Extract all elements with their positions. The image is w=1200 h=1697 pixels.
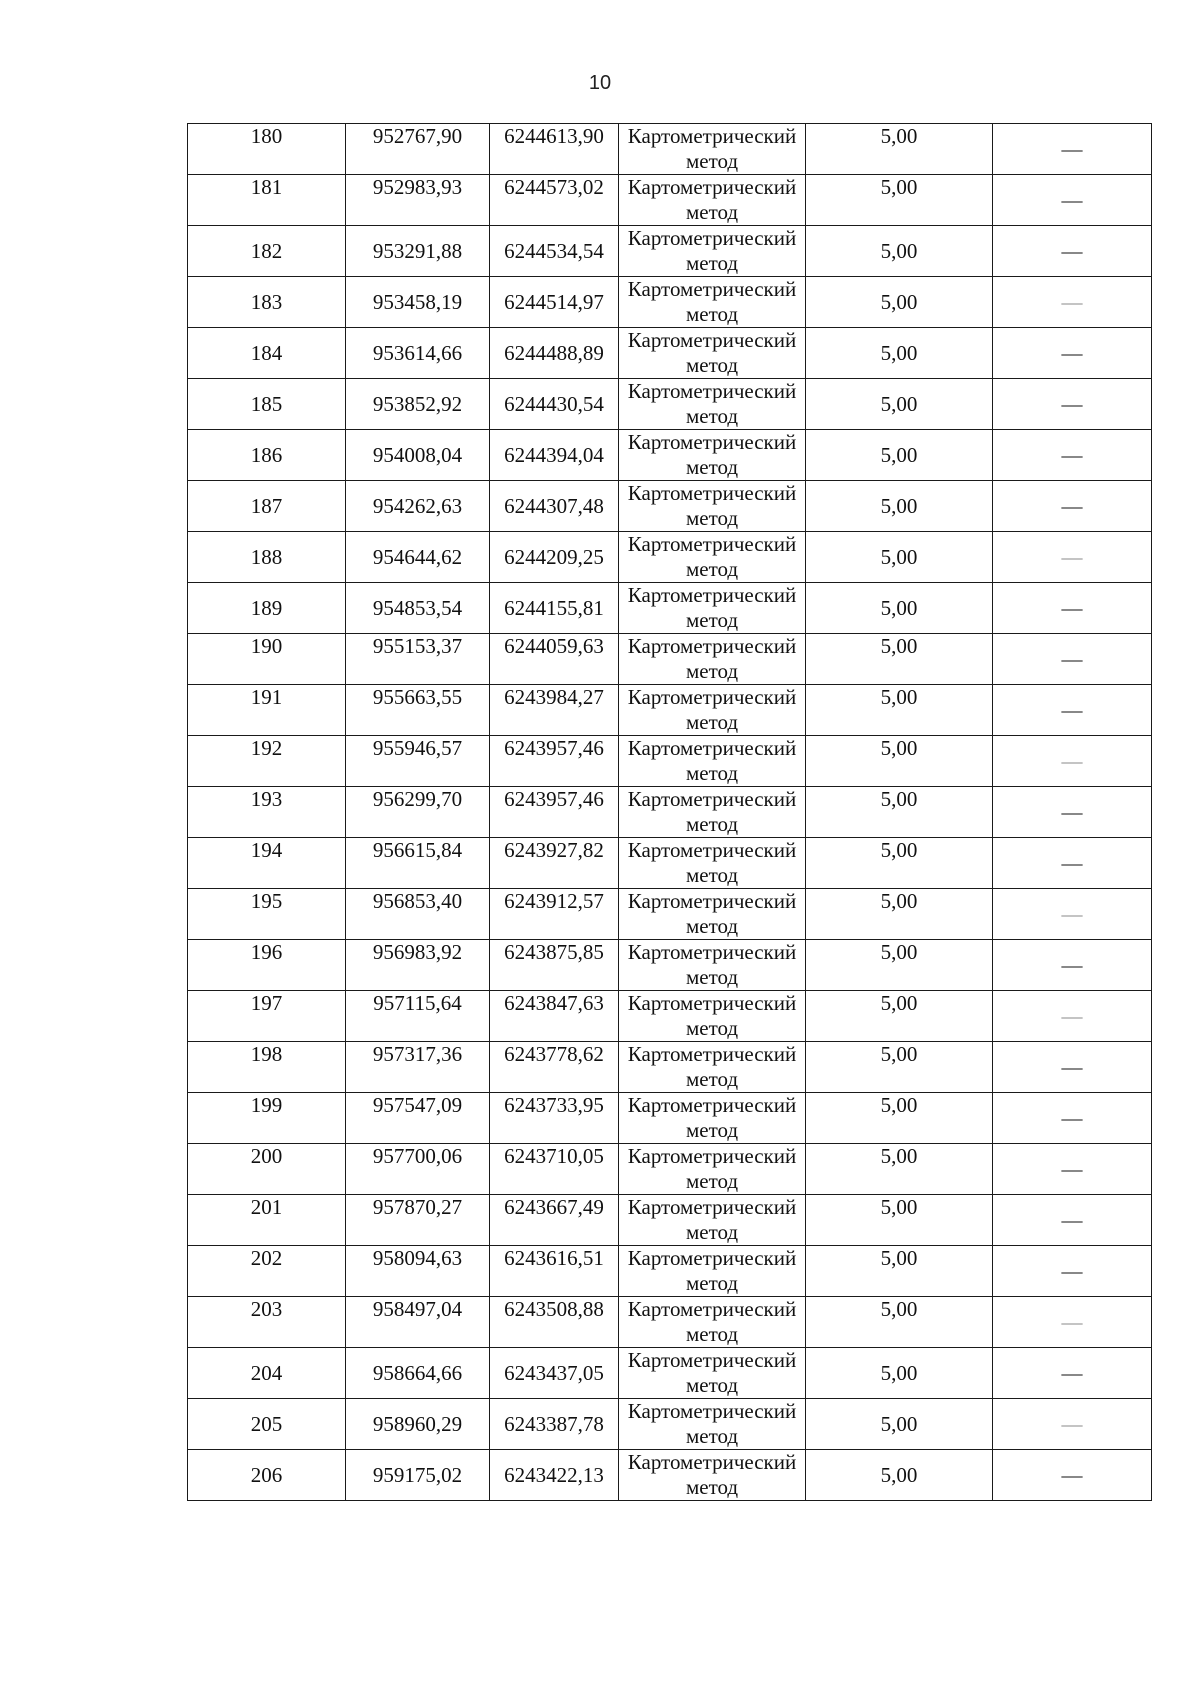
- accuracy-cell: 5,00: [806, 1195, 993, 1246]
- method-line-1: Картометрический: [627, 583, 797, 607]
- point-number-cell: 188: [188, 532, 346, 583]
- y-coordinate-cell: 6244514,97: [490, 277, 619, 328]
- method-cell: [619, 124, 806, 175]
- method-cell: [619, 1042, 806, 1093]
- method-cell: [619, 1297, 806, 1348]
- method-cell: [619, 685, 806, 736]
- method-line-1: Картометрический: [627, 1195, 797, 1219]
- accuracy-cell: 5,00: [806, 226, 993, 277]
- dash-value: —: [1061, 187, 1083, 212]
- accuracy-cell: 5,00: [806, 532, 993, 583]
- method-cell: [619, 1093, 806, 1144]
- description-cell: [993, 175, 1152, 226]
- description-cell: [993, 1348, 1152, 1399]
- method-line-1: Картометрический: [627, 1042, 797, 1066]
- method-line-2: метод: [685, 251, 739, 275]
- table-row: [188, 634, 1152, 685]
- method-line-1: Картометрический: [627, 1348, 797, 1372]
- x-coordinate-cell: 956983,92: [346, 940, 490, 991]
- accuracy-cell: 5,00: [806, 481, 993, 532]
- table-row: [188, 685, 1152, 736]
- table-row: [188, 736, 1152, 787]
- method-line-1: Картометрический: [627, 1246, 797, 1270]
- method-cell: [619, 634, 806, 685]
- method-line-1: Картометрический: [627, 277, 797, 301]
- dash-value: —: [1061, 1156, 1083, 1181]
- description-cell: [993, 1399, 1152, 1450]
- method-line-2: метод: [685, 1118, 739, 1142]
- description-cell: [993, 226, 1152, 277]
- table-row: [188, 1297, 1152, 1348]
- y-coordinate-cell: 6244059,63: [490, 634, 619, 685]
- dash-value: —: [1061, 850, 1083, 875]
- method-line-2: метод: [685, 455, 739, 479]
- description-cell: [993, 634, 1152, 685]
- y-coordinate-cell: 6244534,54: [490, 226, 619, 277]
- method-line-1: Картометрический: [627, 1144, 797, 1168]
- accuracy-cell: 5,00: [806, 1042, 993, 1093]
- accuracy-cell: 5,00: [806, 175, 993, 226]
- table-row: [188, 1195, 1152, 1246]
- table-row: [188, 226, 1152, 277]
- y-coordinate-cell: 6244155,81: [490, 583, 619, 634]
- x-coordinate-cell: 954008,04: [346, 430, 490, 481]
- x-coordinate-cell: 956853,40: [346, 889, 490, 940]
- table-row: [188, 940, 1152, 991]
- x-coordinate-cell: 954644,62: [346, 532, 490, 583]
- method-line-1: Картометрический: [627, 175, 797, 199]
- dash-value: —: [1061, 340, 1083, 365]
- method-line-2: метод: [685, 1220, 739, 1244]
- point-number-cell: 181: [188, 175, 346, 226]
- y-coordinate-cell: 6243667,49: [490, 1195, 619, 1246]
- dash-value: —: [1061, 1054, 1083, 1079]
- accuracy-cell: 5,00: [806, 736, 993, 787]
- y-coordinate-cell: 6243927,82: [490, 838, 619, 889]
- coordinates-table: [187, 123, 1152, 1501]
- method-line-1: Картометрический: [627, 685, 797, 709]
- method-line-1: Картометрический: [627, 1297, 797, 1321]
- method-cell: [619, 277, 806, 328]
- method-line-2: метод: [685, 404, 739, 428]
- point-number-cell: 194: [188, 838, 346, 889]
- method-cell: [619, 787, 806, 838]
- description-cell: [993, 1297, 1152, 1348]
- accuracy-cell: 5,00: [806, 277, 993, 328]
- method-line-2: метод: [685, 506, 739, 530]
- accuracy-cell: 5,00: [806, 1348, 993, 1399]
- x-coordinate-cell: 953291,88: [346, 226, 490, 277]
- y-coordinate-cell: 6243437,05: [490, 1348, 619, 1399]
- method-cell: [619, 583, 806, 634]
- description-cell: [993, 379, 1152, 430]
- y-coordinate-cell: 6243984,27: [490, 685, 619, 736]
- x-coordinate-cell: 957317,36: [346, 1042, 490, 1093]
- accuracy-cell: 5,00: [806, 1399, 993, 1450]
- method-line-2: метод: [685, 353, 739, 377]
- x-coordinate-cell: 957547,09: [346, 1093, 490, 1144]
- point-number-cell: 185: [188, 379, 346, 430]
- method-line-1: Картометрический: [627, 226, 797, 250]
- point-number-cell: 183: [188, 277, 346, 328]
- x-coordinate-cell: 959175,02: [346, 1450, 490, 1501]
- point-number-cell: 206: [188, 1450, 346, 1501]
- dash-value: —: [1061, 901, 1083, 926]
- method-line-2: метод: [685, 761, 739, 785]
- x-coordinate-cell: 952983,93: [346, 175, 490, 226]
- method-line-2: метод: [685, 1016, 739, 1040]
- dash-value: —: [1061, 1309, 1083, 1334]
- description-cell: [993, 889, 1152, 940]
- x-coordinate-cell: 958094,63: [346, 1246, 490, 1297]
- y-coordinate-cell: 6244573,02: [490, 175, 619, 226]
- accuracy-cell: 5,00: [806, 940, 993, 991]
- table-row: [188, 787, 1152, 838]
- y-coordinate-cell: 6244209,25: [490, 532, 619, 583]
- accuracy-cell: 5,00: [806, 124, 993, 175]
- dash-value: —: [1061, 799, 1083, 824]
- method-cell: [619, 481, 806, 532]
- dash-value: —: [1061, 748, 1083, 773]
- accuracy-cell: 5,00: [806, 583, 993, 634]
- method-line-2: метод: [685, 659, 739, 683]
- table-row: [188, 1450, 1152, 1501]
- method-line-2: метод: [685, 1322, 739, 1346]
- method-cell: [619, 1450, 806, 1501]
- method-cell: [619, 532, 806, 583]
- method-line-2: метод: [685, 710, 739, 734]
- table-row: [188, 1042, 1152, 1093]
- description-cell: [993, 1042, 1152, 1093]
- dash-value: —: [1061, 1258, 1083, 1283]
- table-row: [188, 1144, 1152, 1195]
- table-row: [188, 328, 1152, 379]
- table-row: [188, 1399, 1152, 1450]
- method-cell: [619, 1144, 806, 1195]
- method-line-2: метод: [685, 557, 739, 581]
- method-cell: [619, 1195, 806, 1246]
- method-line-1: Картометрический: [627, 379, 797, 403]
- dash-value: —: [1061, 442, 1083, 467]
- y-coordinate-cell: 6243733,95: [490, 1093, 619, 1144]
- dash-value: —: [1061, 544, 1083, 569]
- x-coordinate-cell: 958497,04: [346, 1297, 490, 1348]
- table-row: [188, 481, 1152, 532]
- y-coordinate-cell: 6243847,63: [490, 991, 619, 1042]
- x-coordinate-cell: 953852,92: [346, 379, 490, 430]
- description-cell: [993, 1246, 1152, 1297]
- x-coordinate-cell: 952767,90: [346, 124, 490, 175]
- table-row: [188, 532, 1152, 583]
- x-coordinate-cell: 955946,57: [346, 736, 490, 787]
- method-line-1: Картометрический: [627, 1450, 797, 1474]
- method-line-2: метод: [685, 812, 739, 836]
- method-cell: [619, 379, 806, 430]
- y-coordinate-cell: 6244394,04: [490, 430, 619, 481]
- description-cell: [993, 277, 1152, 328]
- x-coordinate-cell: 958664,66: [346, 1348, 490, 1399]
- y-coordinate-cell: 6243957,46: [490, 736, 619, 787]
- method-line-2: метод: [685, 1271, 739, 1295]
- method-line-1: Картометрический: [627, 1399, 797, 1423]
- dash-value: —: [1061, 289, 1083, 314]
- point-number-cell: 195: [188, 889, 346, 940]
- point-number-cell: 186: [188, 430, 346, 481]
- method-line-2: метод: [685, 914, 739, 938]
- description-cell: [993, 736, 1152, 787]
- table-row: [188, 277, 1152, 328]
- y-coordinate-cell: 6243387,78: [490, 1399, 619, 1450]
- x-coordinate-cell: 955663,55: [346, 685, 490, 736]
- dash-value: —: [1061, 1003, 1083, 1028]
- table-row: [188, 889, 1152, 940]
- point-number-cell: 200: [188, 1144, 346, 1195]
- accuracy-cell: 5,00: [806, 787, 993, 838]
- y-coordinate-cell: 6243508,88: [490, 1297, 619, 1348]
- description-cell: [993, 1144, 1152, 1195]
- accuracy-cell: 5,00: [806, 328, 993, 379]
- point-number-cell: 204: [188, 1348, 346, 1399]
- method-line-2: метод: [685, 149, 739, 173]
- accuracy-cell: 5,00: [806, 1144, 993, 1195]
- method-line-1: Картометрический: [627, 634, 797, 658]
- accuracy-cell: 5,00: [806, 1297, 993, 1348]
- description-cell: [993, 532, 1152, 583]
- y-coordinate-cell: 6243957,46: [490, 787, 619, 838]
- y-coordinate-cell: 6243710,05: [490, 1144, 619, 1195]
- point-number-cell: 192: [188, 736, 346, 787]
- point-number-cell: 184: [188, 328, 346, 379]
- point-number-cell: 193: [188, 787, 346, 838]
- table-row: [188, 838, 1152, 889]
- method-line-2: метод: [685, 608, 739, 632]
- method-line-1: Картометрический: [627, 838, 797, 862]
- accuracy-cell: 5,00: [806, 1246, 993, 1297]
- method-cell: [619, 838, 806, 889]
- description-cell: [993, 124, 1152, 175]
- method-line-1: Картометрический: [627, 532, 797, 556]
- table-row: [188, 991, 1152, 1042]
- description-cell: [993, 838, 1152, 889]
- accuracy-cell: 5,00: [806, 379, 993, 430]
- y-coordinate-cell: 6244613,90: [490, 124, 619, 175]
- method-line-2: метод: [685, 1475, 739, 1499]
- accuracy-cell: 5,00: [806, 1093, 993, 1144]
- description-cell: [993, 1450, 1152, 1501]
- method-line-1: Картометрический: [627, 430, 797, 454]
- point-number-cell: 197: [188, 991, 346, 1042]
- method-line-2: метод: [685, 965, 739, 989]
- method-cell: [619, 736, 806, 787]
- x-coordinate-cell: 958960,29: [346, 1399, 490, 1450]
- accuracy-cell: 5,00: [806, 1450, 993, 1501]
- method-line-1: Картометрический: [627, 736, 797, 760]
- method-line-2: метод: [685, 1067, 739, 1091]
- point-number-cell: 199: [188, 1093, 346, 1144]
- method-cell: [619, 940, 806, 991]
- table-row: [188, 1093, 1152, 1144]
- method-line-2: метод: [685, 1424, 739, 1448]
- x-coordinate-cell: 957870,27: [346, 1195, 490, 1246]
- point-number-cell: 202: [188, 1246, 346, 1297]
- point-number-cell: 182: [188, 226, 346, 277]
- method-cell: [619, 1399, 806, 1450]
- method-line-1: Картометрический: [627, 889, 797, 913]
- dash-value: —: [1061, 391, 1083, 416]
- dash-value: —: [1061, 646, 1083, 671]
- dash-value: —: [1061, 1462, 1083, 1487]
- point-number-cell: 203: [188, 1297, 346, 1348]
- x-coordinate-cell: 956615,84: [346, 838, 490, 889]
- point-number-cell: 189: [188, 583, 346, 634]
- dash-value: —: [1061, 595, 1083, 620]
- method-cell: [619, 1246, 806, 1297]
- method-line-1: Картометрический: [627, 481, 797, 505]
- description-cell: [993, 1093, 1152, 1144]
- description-cell: [993, 787, 1152, 838]
- y-coordinate-cell: 6244430,54: [490, 379, 619, 430]
- method-line-2: метод: [685, 863, 739, 887]
- x-coordinate-cell: 953458,19: [346, 277, 490, 328]
- y-coordinate-cell: 6243912,57: [490, 889, 619, 940]
- description-cell: [993, 430, 1152, 481]
- y-coordinate-cell: 6243778,62: [490, 1042, 619, 1093]
- dash-value: —: [1061, 1360, 1083, 1385]
- method-cell: [619, 175, 806, 226]
- x-coordinate-cell: 954262,63: [346, 481, 490, 532]
- accuracy-cell: 5,00: [806, 991, 993, 1042]
- accuracy-cell: 5,00: [806, 838, 993, 889]
- method-line-1: Картометрический: [627, 1093, 797, 1117]
- method-line-1: Картометрический: [627, 787, 797, 811]
- method-line-2: метод: [685, 200, 739, 224]
- point-number-cell: 198: [188, 1042, 346, 1093]
- table-body: [188, 124, 1152, 1501]
- y-coordinate-cell: 6243875,85: [490, 940, 619, 991]
- y-coordinate-cell: 6243422,13: [490, 1450, 619, 1501]
- description-cell: [993, 328, 1152, 379]
- table-row: [188, 1348, 1152, 1399]
- table-row: [188, 124, 1152, 175]
- dash-value: —: [1061, 697, 1083, 722]
- y-coordinate-cell: 6244307,48: [490, 481, 619, 532]
- point-number-cell: 201: [188, 1195, 346, 1246]
- x-coordinate-cell: 954853,54: [346, 583, 490, 634]
- point-number-cell: 205: [188, 1399, 346, 1450]
- x-coordinate-cell: 957700,06: [346, 1144, 490, 1195]
- method-cell: [619, 889, 806, 940]
- description-cell: [993, 481, 1152, 532]
- y-coordinate-cell: 6243616,51: [490, 1246, 619, 1297]
- page-number: 10: [588, 72, 612, 94]
- x-coordinate-cell: 955153,37: [346, 634, 490, 685]
- y-coordinate-cell: 6244488,89: [490, 328, 619, 379]
- accuracy-cell: 5,00: [806, 430, 993, 481]
- method-cell: [619, 1348, 806, 1399]
- accuracy-cell: 5,00: [806, 634, 993, 685]
- accuracy-cell: 5,00: [806, 685, 993, 736]
- description-cell: [993, 991, 1152, 1042]
- method-line-1: Картометрический: [627, 328, 797, 352]
- description-cell: [993, 583, 1152, 634]
- dash-value: —: [1061, 1105, 1083, 1130]
- point-number-cell: 196: [188, 940, 346, 991]
- accuracy-cell: 5,00: [806, 889, 993, 940]
- dash-value: —: [1061, 238, 1083, 263]
- method-line-1: Картометрический: [627, 991, 797, 1015]
- x-coordinate-cell: 957115,64: [346, 991, 490, 1042]
- description-cell: [993, 685, 1152, 736]
- method-cell: [619, 430, 806, 481]
- dash-value: —: [1061, 1411, 1083, 1436]
- dash-value: —: [1061, 136, 1083, 161]
- method-cell: [619, 328, 806, 379]
- point-number-cell: 187: [188, 481, 346, 532]
- table-row: [188, 175, 1152, 226]
- description-cell: [993, 940, 1152, 991]
- dash-value: —: [1061, 493, 1083, 518]
- method-line-2: метод: [685, 302, 739, 326]
- point-number-cell: 180: [188, 124, 346, 175]
- method-line-2: метод: [685, 1169, 739, 1193]
- method-cell: [619, 991, 806, 1042]
- method-line-1: Картометрический: [627, 124, 797, 148]
- x-coordinate-cell: 956299,70: [346, 787, 490, 838]
- table-row: [188, 430, 1152, 481]
- table-row: [188, 1246, 1152, 1297]
- method-line-1: Картометрический: [627, 940, 797, 964]
- x-coordinate-cell: 953614,66: [346, 328, 490, 379]
- dash-value: —: [1061, 1207, 1083, 1232]
- table-row: [188, 379, 1152, 430]
- dash-value: —: [1061, 952, 1083, 977]
- description-cell: [993, 1195, 1152, 1246]
- table-row: [188, 583, 1152, 634]
- method-cell: [619, 226, 806, 277]
- point-number-cell: 191: [188, 685, 346, 736]
- point-number-cell: 190: [188, 634, 346, 685]
- method-line-2: метод: [685, 1373, 739, 1397]
